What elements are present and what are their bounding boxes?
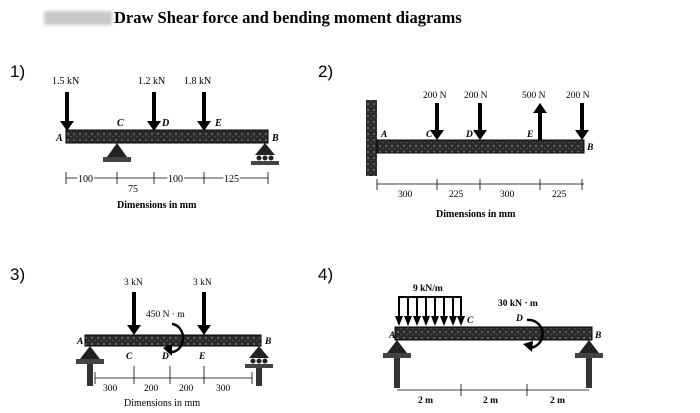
roller-support	[245, 346, 273, 386]
problem-3-diagram	[76, 278, 273, 409]
fixed-wall	[366, 100, 377, 176]
load-label: 1.8 kN	[184, 76, 212, 87]
beam	[66, 130, 268, 143]
dimension-label: 225	[552, 190, 567, 200]
dimension-line	[95, 366, 252, 384]
pin-support	[383, 340, 411, 388]
point-label: D	[162, 118, 170, 129]
load-arrow	[575, 103, 589, 140]
problem-2-diagram	[366, 91, 593, 220]
dimension-line	[397, 384, 589, 396]
dimension-label: 100	[78, 174, 93, 185]
point-label: B	[265, 337, 272, 347]
problem-3-number: 3)	[10, 265, 26, 284]
point-label: B	[595, 331, 602, 341]
problem-4-diagram	[383, 284, 603, 406]
dimension-label: 2 m	[483, 396, 499, 406]
pin-support	[76, 346, 104, 386]
dimension-label: 300	[216, 384, 231, 394]
load-label: 200 N	[464, 91, 488, 101]
load-label: 1.2 kN	[138, 76, 166, 87]
beam	[395, 327, 592, 340]
roller-support	[251, 143, 279, 165]
load-arrow	[197, 292, 211, 335]
point-label: B	[272, 133, 279, 144]
dimension-line	[377, 179, 584, 190]
point-label: E	[199, 352, 206, 362]
dimension-label: 300	[398, 190, 413, 200]
problem-4-number: 4)	[318, 265, 334, 284]
point-label: A	[56, 133, 63, 144]
distributed-load-label: 9 kN/m	[413, 284, 443, 294]
beam	[85, 335, 261, 346]
load-arrow	[473, 103, 487, 140]
load-arrow	[60, 92, 74, 131]
load-label: 200 N	[566, 91, 590, 101]
problem-1-number: 1)	[10, 62, 26, 81]
dimension-label: 225	[449, 190, 464, 200]
load-arrow-up	[533, 103, 547, 140]
point-label: A	[77, 337, 84, 347]
dimension-label: 300	[500, 190, 515, 200]
load-label: 200 N	[423, 91, 447, 101]
caption: Dimensions in mm	[117, 200, 197, 211]
caption: Dimensions in mm	[436, 209, 516, 220]
problem-2-number: 2)	[318, 62, 334, 81]
point-label: D	[466, 130, 473, 140]
load-arrow	[147, 92, 161, 131]
point-label: D	[162, 352, 169, 362]
point-label: B	[587, 143, 594, 153]
dimension-label: 2 m	[550, 396, 566, 406]
dimension-label: 125	[224, 174, 239, 185]
dimension-label: 2 m	[418, 396, 434, 406]
load-label: 3 kN	[124, 278, 143, 288]
point-label: D	[516, 314, 523, 324]
pin-support	[575, 340, 603, 388]
load-label: 1.5 kN	[52, 76, 80, 87]
moment-arrowhead	[523, 341, 533, 352]
beam	[377, 140, 584, 153]
moment-label: 450 N · m	[146, 310, 185, 320]
load-arrow	[197, 92, 211, 131]
dimension-label: 75	[128, 184, 138, 195]
point-label: A	[381, 130, 388, 140]
dimension-label: 300	[103, 384, 118, 394]
dimension-label: 200	[179, 384, 194, 394]
point-label: A	[389, 331, 396, 341]
point-label: C	[426, 130, 433, 140]
point-label: E	[215, 118, 222, 129]
load-arrow	[127, 292, 141, 335]
page-title: Draw Shear force and bending moment diagrams	[114, 8, 462, 27]
load-label: 3 kN	[193, 278, 212, 288]
problem-1-diagram	[52, 76, 279, 211]
point-label: C	[467, 316, 474, 326]
dimension-label: 200	[144, 384, 159, 394]
caption: Dimensions in mm	[124, 398, 201, 409]
moment-label: 30 kN · m	[498, 299, 538, 309]
distributed-load	[395, 296, 465, 326]
point-label: C	[126, 352, 133, 362]
point-label: C	[117, 118, 124, 129]
load-label: 500 N	[522, 91, 546, 101]
point-label: E	[527, 130, 534, 140]
pin-support	[103, 143, 131, 162]
dimension-label: 100	[168, 174, 183, 185]
